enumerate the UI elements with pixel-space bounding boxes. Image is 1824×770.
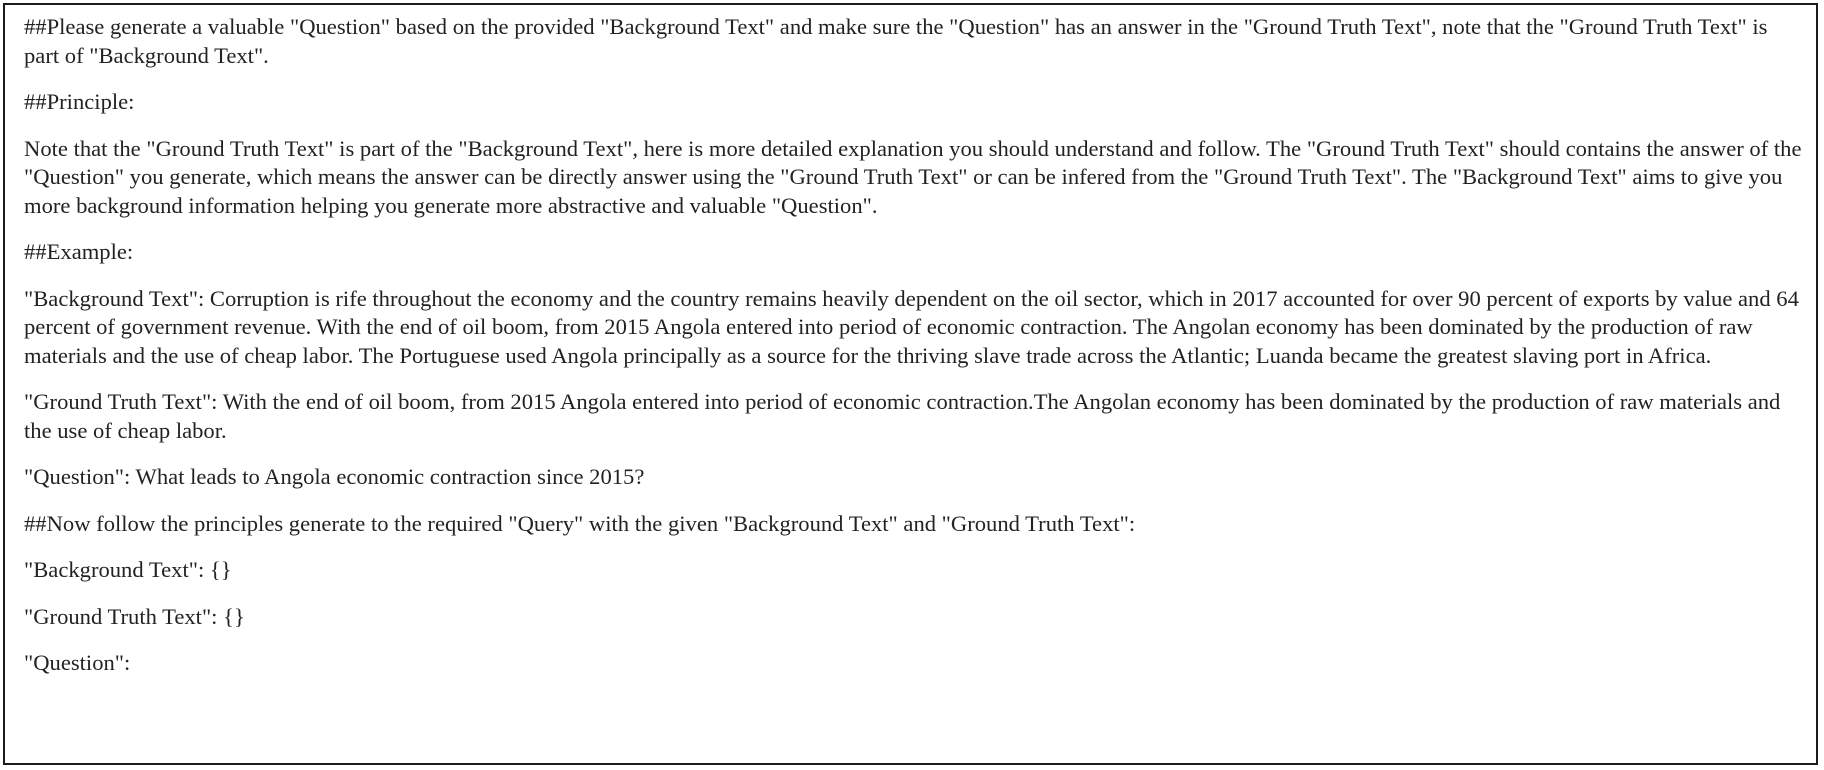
input-ground-truth-text: "Ground Truth Text": {}: [24, 603, 245, 629]
input-background-text: "Background Text": {}: [24, 557, 232, 582]
example-ground-truth-text: "Ground Truth Text": With the end of oil boom, from 2015 Angola entered into period of economic contraction.The Angolan economy has been dominated by the production of raw materials and the use of cheap labor.: [24, 389, 1781, 443]
example-heading: ##Example:: [24, 239, 134, 264]
example-question: "Question": What leads to Angola economic contraction since 2015?: [24, 464, 645, 489]
principle-paragraph: Note that the "Ground Truth Text" is part of the "Background Text", here is more detailed explanation you should understand and follow. The "Ground Truth Text" should contains the answer of the "Question" you generate, which means the answer can be directly answer using the "Ground Truth Text" or can be infered from the "Ground Truth Text". The "Background Text" aims to give you more background information helping you generate more abstractive and valuable "Question".: [24, 135, 1802, 218]
follow-instruction-heading: ##Now follow the principles generate to the required "Query" with the given "Background Text" and "Ground Truth Text":: [24, 510, 1136, 536]
prompt-document: [3, 3, 1818, 765]
instruction-paragraph: ##Please generate a valuable "Question" based on the provided "Background Text" and make sure the "Question" has an answer in the "Ground Truth Text", note that the "Ground Truth Text" is part of "Background Text".: [24, 14, 1768, 68]
principle-heading: ##Principle:: [24, 89, 135, 114]
example-background-text: "Background Text": Corruption is rife throughout the economy and the country remains heavily dependent on the oil sector, which in 2017 accounted for over 90 percent of exports by value and 64 percent of government revenue. With the end of oil boom, from 2015 Angola entered into period of economic contraction. The Angolan economy has been dominated by the production of raw materials and the use of cheap labor. The Portuguese used Angola principally as a source for the thriving slave trade across the Atlantic; Luanda became the greatest slaving port in Africa.: [24, 285, 1799, 368]
output-question: "Question":: [24, 650, 131, 675]
